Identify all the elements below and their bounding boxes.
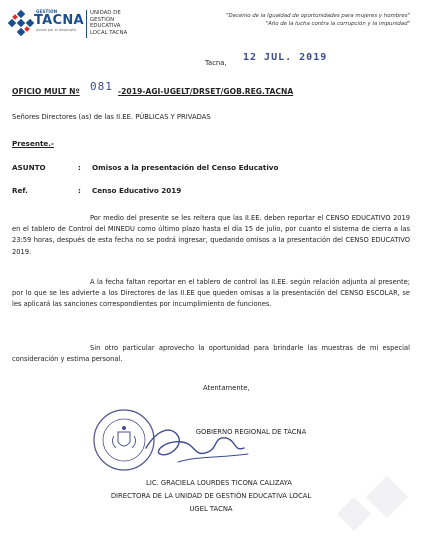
oficio-prefix: OFICIO MULT Nº xyxy=(12,87,80,96)
asunto-label: ASUNTO xyxy=(12,163,46,172)
unit-line: GESTIÓN xyxy=(90,16,115,23)
body-paragraph-1: Por medio del presente se les reitera que las II.EE. deben reportar el CENSO EDUCATIVO 2019 en el tablero de Control del MINEDU como último plazo hasta el día 15 de julio, por cuanto el sistema de cierra a las 23:59 horas, después de esta fecha no se podrá ingresar, quedando omisos a la presentación del CENSO EDUCATIVO 2019. xyxy=(12,214,410,256)
handwritten-signature-icon xyxy=(138,418,258,468)
watermark-icon xyxy=(302,452,422,542)
addressee: Señores Directores (as) de las II.EE. PÚBLICAS Y PRIVADAS xyxy=(12,113,211,121)
signature-name: LIC. GRACIELA LOURDES TICONA CALIZAYA xyxy=(146,479,292,487)
logo-tagline: juntos por el desarrollo xyxy=(36,28,77,32)
presente-heading: Presente.- xyxy=(12,139,54,148)
closing: Atentamente, xyxy=(203,384,250,392)
ref-label: Ref. xyxy=(12,186,28,195)
asunto-colon: : xyxy=(78,163,81,172)
signature-organization: GOBIERNO REGIONAL DE TACNA xyxy=(195,428,307,436)
logo-title: TACNA xyxy=(34,13,84,28)
oficio-suffix: -2019-AGI-UGELT/DRSET/GOB.REG.TACNA xyxy=(118,87,294,96)
logo-small-text: GESTIÓN xyxy=(36,9,58,14)
signature-title: DIRECTORA DE LA UNIDAD DE GESTIÓN EDUCATIVA LOCAL xyxy=(110,492,312,500)
gestion-tacna-logo-icon xyxy=(8,10,34,36)
logo-divider xyxy=(86,10,87,38)
asunto-value: Omisos a la presentación del Censo Educativo xyxy=(92,163,279,172)
quote-line: "Decenio de la Igualdad de oportunidades para mujeres y hombres" xyxy=(226,13,410,19)
date-stamp: 12 JUL. 2019 xyxy=(243,52,328,63)
unit-line: LOCAL TACNA xyxy=(90,29,128,36)
header-quotes xyxy=(190,13,410,28)
unit-name xyxy=(90,10,127,36)
ref-value: Censo Educativo 2019 xyxy=(92,186,182,195)
body-paragraph-3: Sin otro particular aprovecho la oportunidad para brindarle las muestras de mi especial consideración y estima personal. xyxy=(12,344,410,364)
signature-unit: UGEL TACNA xyxy=(189,505,233,513)
unit-line: UNIDAD DE xyxy=(90,10,121,16)
unit-line: EDUCATIVA xyxy=(90,23,121,30)
city: Tacna, xyxy=(205,59,227,67)
ref-colon: : xyxy=(78,186,81,195)
oficio-number: 081 xyxy=(90,80,113,93)
body-paragraph-2: A la fecha faltan reportar en el tablero de control las II.EE. según relación adjunta al presente; por lo que se les advierte a los Directores de las II.EE que queden omisas a la presentación del CENSO ESCOLAR, se les aplicará las sanciones correspondientes por incumplimiento de funciones. xyxy=(12,278,410,309)
quote-line: "Año de la lucha contra la corrupción y la impunidad" xyxy=(265,20,410,27)
